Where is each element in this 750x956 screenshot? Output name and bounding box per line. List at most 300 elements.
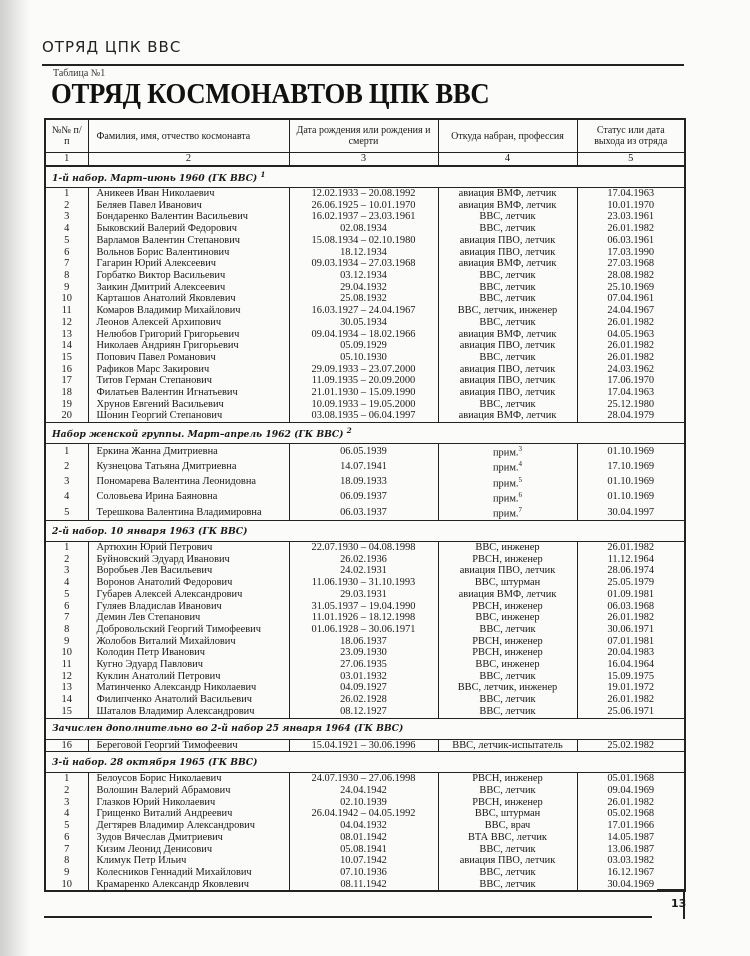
cosmonaut-name-text: Рафиков Марс Закирович	[96, 363, 210, 375]
row-number-text: 9	[64, 281, 70, 293]
birth-death-dates-text: 08.12.1927	[340, 705, 387, 717]
status-date-text: 11.12.1964	[607, 553, 654, 565]
status-date	[577, 235, 685, 247]
row-number	[45, 671, 88, 683]
row-number	[45, 808, 88, 820]
cosmonaut-name-text: Буйновский Эдуард Иванович	[96, 553, 230, 565]
row-number	[45, 577, 88, 589]
birth-death-dates-text: 16.03.1927 – 24.04.1967	[311, 305, 416, 317]
group-rows	[45, 542, 685, 719]
row-number	[45, 554, 88, 566]
table-row	[45, 589, 685, 601]
status-date-text: 06.03.1961	[607, 234, 655, 246]
group-header	[45, 423, 685, 444]
row-number-text: 5	[64, 506, 70, 518]
table-row	[45, 364, 685, 376]
origin-profession	[438, 188, 577, 200]
birth-death-dates-text: 14.07.1941	[340, 461, 387, 473]
cosmonaut-name	[88, 270, 289, 282]
birth-death-dates-text: 02.10.1939	[340, 796, 387, 808]
row-number	[45, 475, 88, 490]
birth-death-dates	[289, 282, 438, 294]
row-number-text: 8	[64, 623, 70, 635]
origin-profession	[438, 589, 577, 601]
cosmonaut-name-text: Артюхин Юрий Петрович	[96, 542, 213, 554]
birth-death-dates	[289, 820, 438, 832]
origin-profession-text: РВСН, инженер	[472, 600, 543, 612]
footnote-marker: 3	[518, 445, 522, 454]
cosmonaut-name-text: Куклин Анатолий Петрович	[96, 670, 221, 682]
origin-profession	[438, 855, 577, 867]
cosmonaut-name	[88, 282, 289, 294]
row-number-text: 18	[61, 387, 72, 399]
origin-profession	[438, 647, 577, 659]
row-number	[45, 490, 88, 505]
status-date-text: 06.03.1968	[607, 600, 655, 612]
birth-death-dates-text: 05.09.1929	[340, 340, 387, 352]
birth-death-dates	[289, 293, 438, 305]
origin-profession	[438, 282, 577, 294]
table-row	[45, 505, 685, 521]
birth-death-dates-text: 06.05.1939	[340, 445, 387, 457]
cosmonaut-name-text: Гуляев Владислав Иванович	[96, 600, 222, 612]
group-header	[45, 166, 685, 188]
status-date	[577, 364, 685, 376]
origin-profession	[438, 364, 577, 376]
group-header	[45, 521, 685, 542]
table-row	[45, 387, 685, 399]
group-title	[45, 166, 685, 188]
status-date	[577, 542, 685, 554]
cosmonaut-name-text: Пономарева Валентина Леонидовна	[96, 476, 256, 488]
origin-profession-text: авиация ПВО, летчик	[459, 234, 556, 246]
status-date-text: 30.06.1971	[607, 623, 655, 635]
birth-death-dates	[289, 340, 438, 352]
row-number	[45, 879, 88, 892]
status-date-text: 09.04.1969	[607, 785, 655, 796]
origin-profession-text: авиация ВМФ, летчик	[458, 328, 557, 340]
status-date	[577, 844, 685, 856]
cosmonaut-name	[88, 647, 289, 659]
status-date-text: 17.06.1970	[607, 375, 655, 387]
birth-death-dates-text: 24.02.1931	[340, 565, 387, 577]
birth-death-dates-text: 26.02.1928	[340, 694, 387, 706]
group-title-text: Набор женской группы. Март–апрель 1962 (ГК ВВС)	[52, 429, 344, 441]
cosmonaut-name	[88, 258, 289, 270]
birth-death-dates-text: 03.12.1934	[340, 269, 387, 281]
cosmonaut-name-text: Демин Лев Степанович	[96, 612, 201, 624]
origin-profession-text: ВВС, летчик	[479, 878, 536, 890]
cosmonaut-name-text: Крамаренко Александр Яковлевич	[96, 878, 250, 890]
status-date-text: 28.04.1979	[607, 410, 655, 422]
origin-profession	[438, 329, 577, 341]
status-date-text: 01.10.1969	[607, 476, 655, 488]
row-number	[45, 444, 88, 460]
status-date	[577, 293, 685, 305]
cosmonaut-name-text: Аникеев Иван Николаевич	[96, 188, 215, 200]
table-row	[45, 459, 685, 474]
birth-death-dates-text: 09.04.1934 – 18.02.1966	[311, 328, 416, 340]
row-number	[45, 340, 88, 352]
row-number-text: 7	[64, 612, 70, 624]
row-number-text: 10	[61, 647, 72, 659]
status-date-text: 15.09.1975	[607, 670, 655, 682]
birth-death-dates	[289, 490, 438, 505]
cosmonaut-name	[88, 577, 289, 589]
row-number-text: 2	[64, 785, 70, 796]
origin-profession-text: прим.	[493, 447, 519, 459]
status-date	[577, 706, 685, 718]
cosmonaut-name	[88, 554, 289, 566]
row-number	[45, 785, 88, 797]
origin-profession	[438, 773, 577, 785]
cosmonaut-roster-table	[44, 118, 686, 892]
cosmonaut-name	[88, 785, 289, 797]
row-number	[45, 459, 88, 474]
status-date	[577, 554, 685, 566]
origin-profession-text: ВВС, летчик, инженер	[457, 682, 558, 694]
birth-death-dates-text: 30.05.1934	[340, 316, 387, 328]
cosmonaut-name-text: Зудов Вячеслав Дмитриевич	[96, 831, 223, 843]
cosmonaut-name	[88, 223, 289, 235]
birth-death-dates	[289, 352, 438, 364]
row-number	[45, 364, 88, 376]
origin-profession	[438, 305, 577, 317]
status-date-text: 23.03.1961	[607, 211, 655, 223]
table-row	[45, 375, 685, 387]
cosmonaut-name	[88, 589, 289, 601]
origin-profession-text: РВСН, инженер	[472, 635, 543, 647]
status-date-text: 01.09.1981	[607, 588, 655, 600]
row-number	[45, 305, 88, 317]
row-number-text: 6	[64, 600, 70, 612]
origin-profession	[438, 706, 577, 718]
row-number	[45, 329, 88, 341]
status-date	[577, 694, 685, 706]
table-row	[45, 340, 685, 352]
row-number	[45, 211, 88, 223]
status-date	[577, 305, 685, 317]
row-number	[45, 867, 88, 879]
table-row	[45, 444, 685, 460]
origin-profession	[438, 399, 577, 411]
cosmonaut-name	[88, 694, 289, 706]
row-number-text: 5	[64, 820, 70, 832]
cosmonaut-name	[88, 844, 289, 856]
origin-profession	[438, 694, 577, 706]
row-number-text: 9	[64, 866, 70, 878]
cosmonaut-name	[88, 364, 289, 376]
origin-profession	[438, 554, 577, 566]
cosmonaut-name-text: Филипченко Анатолий Васильевич	[96, 694, 253, 706]
row-number	[45, 505, 88, 521]
birth-death-dates-text: 11.06.1930 – 31.10.1993	[311, 577, 416, 589]
origin-profession	[438, 490, 577, 505]
table-row	[45, 282, 685, 294]
birth-death-dates	[289, 832, 438, 844]
table-row	[45, 624, 685, 636]
row-number	[45, 387, 88, 399]
origin-profession-text: авиация ВМФ, летчик	[458, 188, 557, 200]
origin-profession-text: ВВС, инженер	[475, 542, 540, 554]
row-number-text: 1	[64, 445, 70, 457]
status-date-text: 17.03.1990	[607, 246, 655, 258]
row-number-text: 13	[61, 682, 72, 694]
birth-death-dates	[289, 444, 438, 460]
birth-death-dates	[289, 647, 438, 659]
birth-death-dates	[289, 258, 438, 270]
birth-death-dates-text: 03.08.1935 – 06.04.1997	[311, 410, 416, 422]
birth-death-dates-text: 16.02.1937 – 23.03.1961	[311, 211, 416, 223]
birth-death-dates	[289, 589, 438, 601]
row-number-text: 2	[64, 553, 70, 565]
birth-death-dates	[289, 879, 438, 892]
row-number-text: 12	[61, 670, 72, 682]
cosmonaut-name	[88, 832, 289, 844]
status-date	[577, 797, 685, 809]
birth-death-dates	[289, 211, 438, 223]
row-number-text: 3	[64, 796, 70, 808]
cosmonaut-name-text: Нелюбов Григорий Григорьевич	[96, 328, 240, 340]
cosmonaut-name	[88, 475, 289, 490]
table-row	[45, 554, 685, 566]
birth-death-dates-text: 18.09.1933	[340, 476, 387, 488]
cosmonaut-name	[88, 706, 289, 718]
cosmonaut-name-text: Вольнов Борис Валентинович	[96, 246, 230, 258]
status-date	[577, 601, 685, 613]
status-date-text: 30.04.1969	[607, 878, 655, 890]
origin-profession-text: прим.	[493, 493, 519, 505]
row-number	[45, 855, 88, 867]
row-number-text: 4	[64, 491, 70, 503]
origin-profession-text: авиация ПВО, летчик	[459, 387, 556, 399]
group-title	[45, 718, 685, 739]
status-date	[577, 589, 685, 601]
birth-death-dates	[289, 375, 438, 387]
cosmonaut-name	[88, 773, 289, 785]
birth-death-dates	[289, 270, 438, 282]
origin-profession-text: ВВС, летчик	[479, 293, 536, 305]
origin-profession-text: ВВС, летчик	[479, 351, 536, 363]
table-row	[45, 490, 685, 505]
origin-profession	[438, 612, 577, 624]
status-date-text: 25.12.1980	[607, 398, 655, 410]
birth-death-dates-text: 03.01.1932	[340, 670, 387, 682]
table-row	[45, 832, 685, 844]
running-head-text: ОТРЯД ЦПК ВВС	[42, 38, 182, 56]
status-date	[577, 410, 685, 422]
origin-profession-text: ВВС, летчик	[479, 785, 536, 796]
cosmonaut-name-text: Попович Павел Романович	[96, 351, 216, 363]
birth-death-dates-text: 26.04.1942 – 04.05.1992	[311, 808, 416, 820]
table-row	[45, 682, 685, 694]
cosmonaut-name-text: Дегтярев Владимир Александрович	[96, 820, 255, 832]
row-number-text: 15	[61, 351, 72, 363]
birth-death-dates	[289, 554, 438, 566]
cosmonaut-name	[88, 352, 289, 364]
table-row	[45, 305, 685, 317]
birth-death-dates-text: 06.09.1937	[340, 491, 387, 503]
birth-death-dates-text: 11.01.1926 – 18.12.1998	[311, 612, 416, 624]
status-date-text: 04.05.1963	[607, 328, 655, 340]
group-rows	[45, 444, 685, 521]
table-row	[45, 223, 685, 235]
status-date	[577, 340, 685, 352]
row-number-text: 4	[64, 223, 70, 235]
cosmonaut-name-text: Береговой Георгий Тимофеевич	[96, 739, 238, 751]
table-row	[45, 475, 685, 490]
row-number	[45, 682, 88, 694]
cosmonaut-name	[88, 317, 289, 329]
status-date	[577, 820, 685, 832]
origin-profession-text: ВВС, летчик	[479, 670, 536, 682]
status-date-text: 30.04.1997	[607, 506, 655, 518]
row-number-text: 3	[64, 565, 70, 577]
birth-death-dates-text: 24.04.1942	[340, 785, 387, 796]
group-header	[45, 718, 685, 739]
row-number	[45, 659, 88, 671]
origin-profession-text: ВВС, летчик, инженер	[457, 305, 558, 317]
origin-profession	[438, 797, 577, 809]
status-date-text: 01.10.1969	[607, 445, 655, 457]
origin-profession-text: авиация ПВО, летчик	[459, 340, 556, 352]
status-date-text: 28.06.1974	[607, 565, 655, 577]
row-number	[45, 200, 88, 212]
cosmonaut-name-text: Терешкова Валентина Владимировна	[96, 506, 262, 518]
status-date-text: 28.08.1982	[607, 269, 655, 281]
birth-death-dates	[289, 329, 438, 341]
origin-profession	[438, 808, 577, 820]
cosmonaut-name	[88, 387, 289, 399]
birth-death-dates-text: 21.01.1930 – 15.09.1990	[311, 387, 416, 399]
col-number: 1	[45, 153, 88, 167]
cosmonaut-name-text: Николаев Андриян Григорьевич	[96, 340, 239, 352]
row-number	[45, 706, 88, 718]
status-date	[577, 624, 685, 636]
cosmonaut-name	[88, 410, 289, 422]
origin-profession-text: ВВС, инженер	[475, 612, 540, 624]
birth-death-dates-text: 26.02.1936	[340, 553, 387, 565]
row-number-text: 10	[61, 878, 72, 890]
status-date-text: 07.04.1961	[607, 293, 655, 305]
cosmonaut-name	[88, 624, 289, 636]
origin-profession	[438, 671, 577, 683]
row-number-text: 3	[64, 476, 70, 488]
row-number	[45, 375, 88, 387]
cosmonaut-name	[88, 682, 289, 694]
status-date	[577, 188, 685, 200]
table-row	[45, 601, 685, 613]
birth-death-dates	[289, 785, 438, 797]
origin-profession	[438, 200, 577, 212]
cosmonaut-name	[88, 542, 289, 554]
col-header-name: Фамилия, имя, отчество космонавта	[88, 119, 289, 153]
cosmonaut-name-text: Быковский Валерий Федорович	[96, 223, 237, 235]
origin-profession	[438, 444, 577, 460]
cosmonaut-name	[88, 820, 289, 832]
birth-death-dates	[289, 739, 438, 752]
origin-profession-text: ВВС, летчик	[479, 269, 536, 281]
birth-death-dates-text: 01.06.1928 – 30.06.1971	[311, 623, 416, 635]
birth-death-dates-text: 29.09.1933 – 23.07.2000	[311, 363, 416, 375]
birth-death-dates-text: 23.09.1930	[340, 647, 387, 659]
row-number	[45, 624, 88, 636]
birth-death-dates-text: 31.05.1937 – 19.04.1990	[311, 600, 416, 612]
row-number-text: 4	[64, 808, 70, 820]
row-number	[45, 223, 88, 235]
birth-death-dates-text: 04.04.1932	[340, 820, 387, 832]
row-number	[45, 282, 88, 294]
birth-death-dates	[289, 808, 438, 820]
cosmonaut-name-text: Глазков Юрий Николаевич	[96, 796, 216, 808]
birth-death-dates-text: 07.10.1936	[340, 866, 387, 878]
group-header-row	[45, 718, 685, 739]
table-row	[45, 352, 685, 364]
page-gutter-shadow	[0, 0, 30, 956]
cosmonaut-name	[88, 565, 289, 577]
status-date	[577, 855, 685, 867]
cosmonaut-name	[88, 399, 289, 411]
birth-death-dates-text: 12.02.1933 – 20.08.1992	[311, 188, 416, 200]
cosmonaut-name	[88, 636, 289, 648]
group-rows	[45, 188, 685, 423]
cosmonaut-name-text: Белоусов Борис Николаевич	[96, 773, 222, 785]
origin-profession-text: РВСН, инженер	[472, 796, 543, 808]
status-date-text: 24.04.1967	[607, 305, 655, 317]
table-row	[45, 542, 685, 554]
birth-death-dates	[289, 188, 438, 200]
origin-profession	[438, 682, 577, 694]
row-number-text: 11	[61, 659, 72, 671]
row-number-text: 5	[64, 588, 70, 600]
origin-profession-text: ВВС, инженер	[475, 659, 540, 671]
status-date	[577, 387, 685, 399]
col-number: 4	[438, 153, 577, 167]
cosmonaut-name-text: Кизим Леонид Денисович	[96, 843, 213, 855]
group-title-text: 1-й набор. Март–июнь 1960 (ГК ВВС)	[52, 173, 258, 185]
row-number-text: 15	[61, 705, 72, 717]
birth-death-dates	[289, 364, 438, 376]
row-number-text: 13	[61, 328, 72, 340]
status-date-text: 25.05.1979	[607, 577, 655, 589]
status-date	[577, 785, 685, 797]
status-date	[577, 270, 685, 282]
status-date	[577, 329, 685, 341]
col-number: 3	[289, 153, 438, 167]
origin-profession	[438, 636, 577, 648]
birth-death-dates	[289, 659, 438, 671]
cosmonaut-name-text: Колесников Геннадий Михайлович	[96, 866, 252, 878]
footer-rule	[44, 916, 652, 918]
birth-death-dates-text: 15.04.1921 – 30.06.1996	[311, 739, 416, 751]
birth-death-dates	[289, 601, 438, 613]
cosmonaut-name-text: Беляев Павел Иванович	[96, 199, 202, 211]
origin-profession-text: ВВС, летчик	[479, 866, 536, 878]
cosmonaut-name-text: Леонов Алексей Архипович	[96, 316, 222, 328]
row-number	[45, 258, 88, 270]
row-number	[45, 844, 88, 856]
group-rows	[45, 739, 685, 752]
birth-death-dates	[289, 773, 438, 785]
status-date	[577, 444, 685, 460]
origin-profession-text: прим.	[493, 478, 519, 489]
origin-profession-text: авиация ПВО, летчик	[459, 565, 556, 577]
status-date	[577, 475, 685, 490]
origin-profession-text: ВВС, летчик	[479, 398, 536, 410]
cosmonaut-name	[88, 490, 289, 505]
row-number-text: 17	[61, 375, 72, 387]
cosmonaut-name-text: Комаров Владимир Михайлович	[96, 305, 241, 317]
